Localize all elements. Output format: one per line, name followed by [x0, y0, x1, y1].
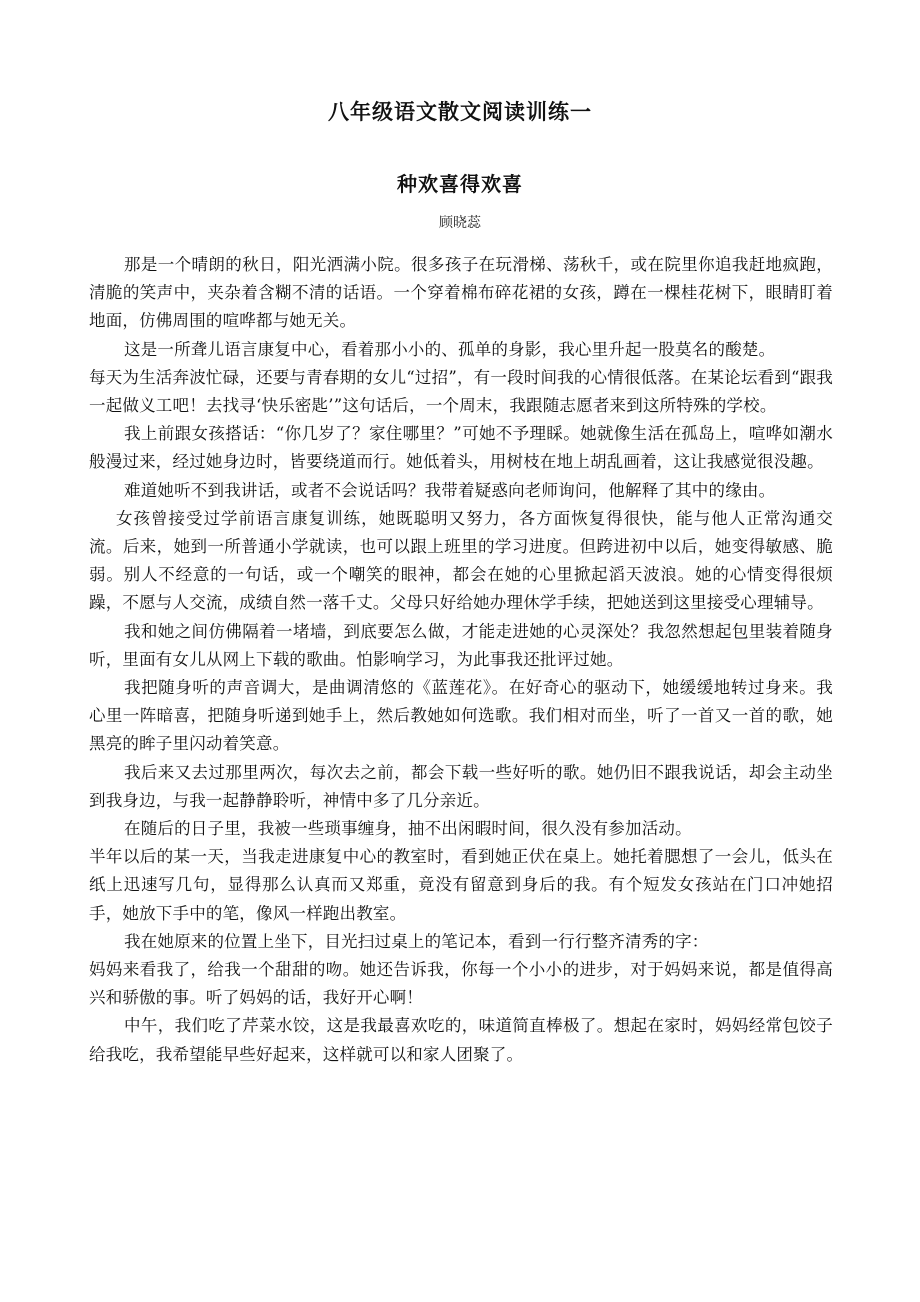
- paragraph: 难道她听不到我讲话，或者不会说话吗？我带着疑惑向老师询问，他解释了其中的缘由。: [124, 480, 776, 500]
- paragraph: 我在她原来的位置上坐下，目光扫过桌上的笔记本，看到一行行整齐清秀的字：: [124, 931, 709, 951]
- document-title: 八年级语文散文阅读训练一: [328, 100, 592, 124]
- paragraph: 那是一个晴朗的秋日，阳光洒满小院。很多孩子在玩滑梯、荡秋千，或在院里你追我赶地疯跑，清脆的笑声中，夹杂着含糊不清的话语。一个穿着棉布碎花裙的女孩，蹲在一棵桂花树下，眼睛盯着地面，仿佛周围的喧哗都与她无关。: [89, 255, 833, 331]
- paragraph: 在随后的日子里，我被一些琐事缠身，抽不出闲暇时间，很久没有参加活动。: [124, 819, 692, 839]
- paragraph: 中午，我们吃了芹菜水饺，这是我最喜欢吃的，味道简直棒极了。想起在家时，妈妈经常包饺子给我吃，我希望能早些好起来，这样就可以和家人团聚了。: [89, 1016, 833, 1064]
- paragraph: 我上前跟女孩搭话：“你几岁了？家住哪里？”可她不予理睬。她就像生活在孤岛上，喧哗如潮水般漫过来，经过她身边时，皆要绕道而行。她低着头，用树枝在地上胡乱画着，这让我感觉很没趣。: [89, 424, 833, 472]
- paragraph: 我把随身听的声音调大，是曲调清悠的《蓝莲花》。在好奇心的驱动下，她缓缓地转过身来。我心里一阵暗喜，把随身听递到她手上，然后教她如何选歌。我们相对而坐，听了一首又一首的歌，她黑亮的眸子里闪动着笑意。: [89, 678, 833, 754]
- essay-title: 种欢喜得欢喜: [397, 172, 523, 196]
- paragraph: 我后来又去过那里两次，每次去之前，都会下载一些好听的歌。她仍旧不跟我说话，却会主动坐到我身边，与我一起静静聆听，神情中多了几分亲近。: [89, 762, 833, 810]
- paragraph: 女孩曾接受过学前语言康复训练，她既聪明又努力，各方面恢复得很快，能与他人正常沟通交流。后来，她到一所普通小学就读，也可以跟上班里的学习进度。但跨进初中以后，她变得敏感、脆弱。别人不经意的一句话，或一个嘲笑的眼神，都会在她的心里掀起滔天波浪。她的心情变得很烦躁，不愿与人交流，成绩自然一落千丈。父母只好给她办理休学手续，把她送到这里接受心理辅导。: [89, 508, 833, 613]
- essay-body: [89, 251, 833, 1069]
- paragraph: 我和她之间仿佛隔着一堵墙，到底要怎么做，才能走进她的心灵深处？我忽然想起包里装着随身听，里面有女儿从网上下载的歌曲。怕影响学习，为此事我还批评过她。: [89, 621, 833, 669]
- paragraph: 半年以后的某一天，当我走进康复中心的教室时，看到她正伏在桌上。她托着腮想了一会儿，低头在纸上迅速写几句，显得那么认真而又郑重，竟没有留意到身后的我。有个短发女孩站在门口冲她招手，她放下手中的笔，像风一样跑出教室。: [89, 847, 833, 923]
- paragraph: 每天为生活奔波忙碌，还要与青春期的女儿“过招”，有一段时间我的心情很低落。在某论坛看到“跟我一起做义工吧！去找寻‘快乐密匙’”这句话后，一个周末，我跟随志愿者来到这所特殊的学校。: [89, 367, 834, 416]
- paragraph: 这是一所聋儿语言康复中心，看着那小小的、孤单的身影，我心里升起一股莫名的酸楚。: [124, 339, 776, 359]
- paragraph: 妈妈来看我了，给我一个甜甜的吻。她还告诉我，你每一个小小的进步，对于妈妈来说，都是值得高兴和骄傲的事。听了妈妈的话，我好开心啊！: [89, 960, 833, 1008]
- author-name: 顾晓蕊: [439, 215, 481, 231]
